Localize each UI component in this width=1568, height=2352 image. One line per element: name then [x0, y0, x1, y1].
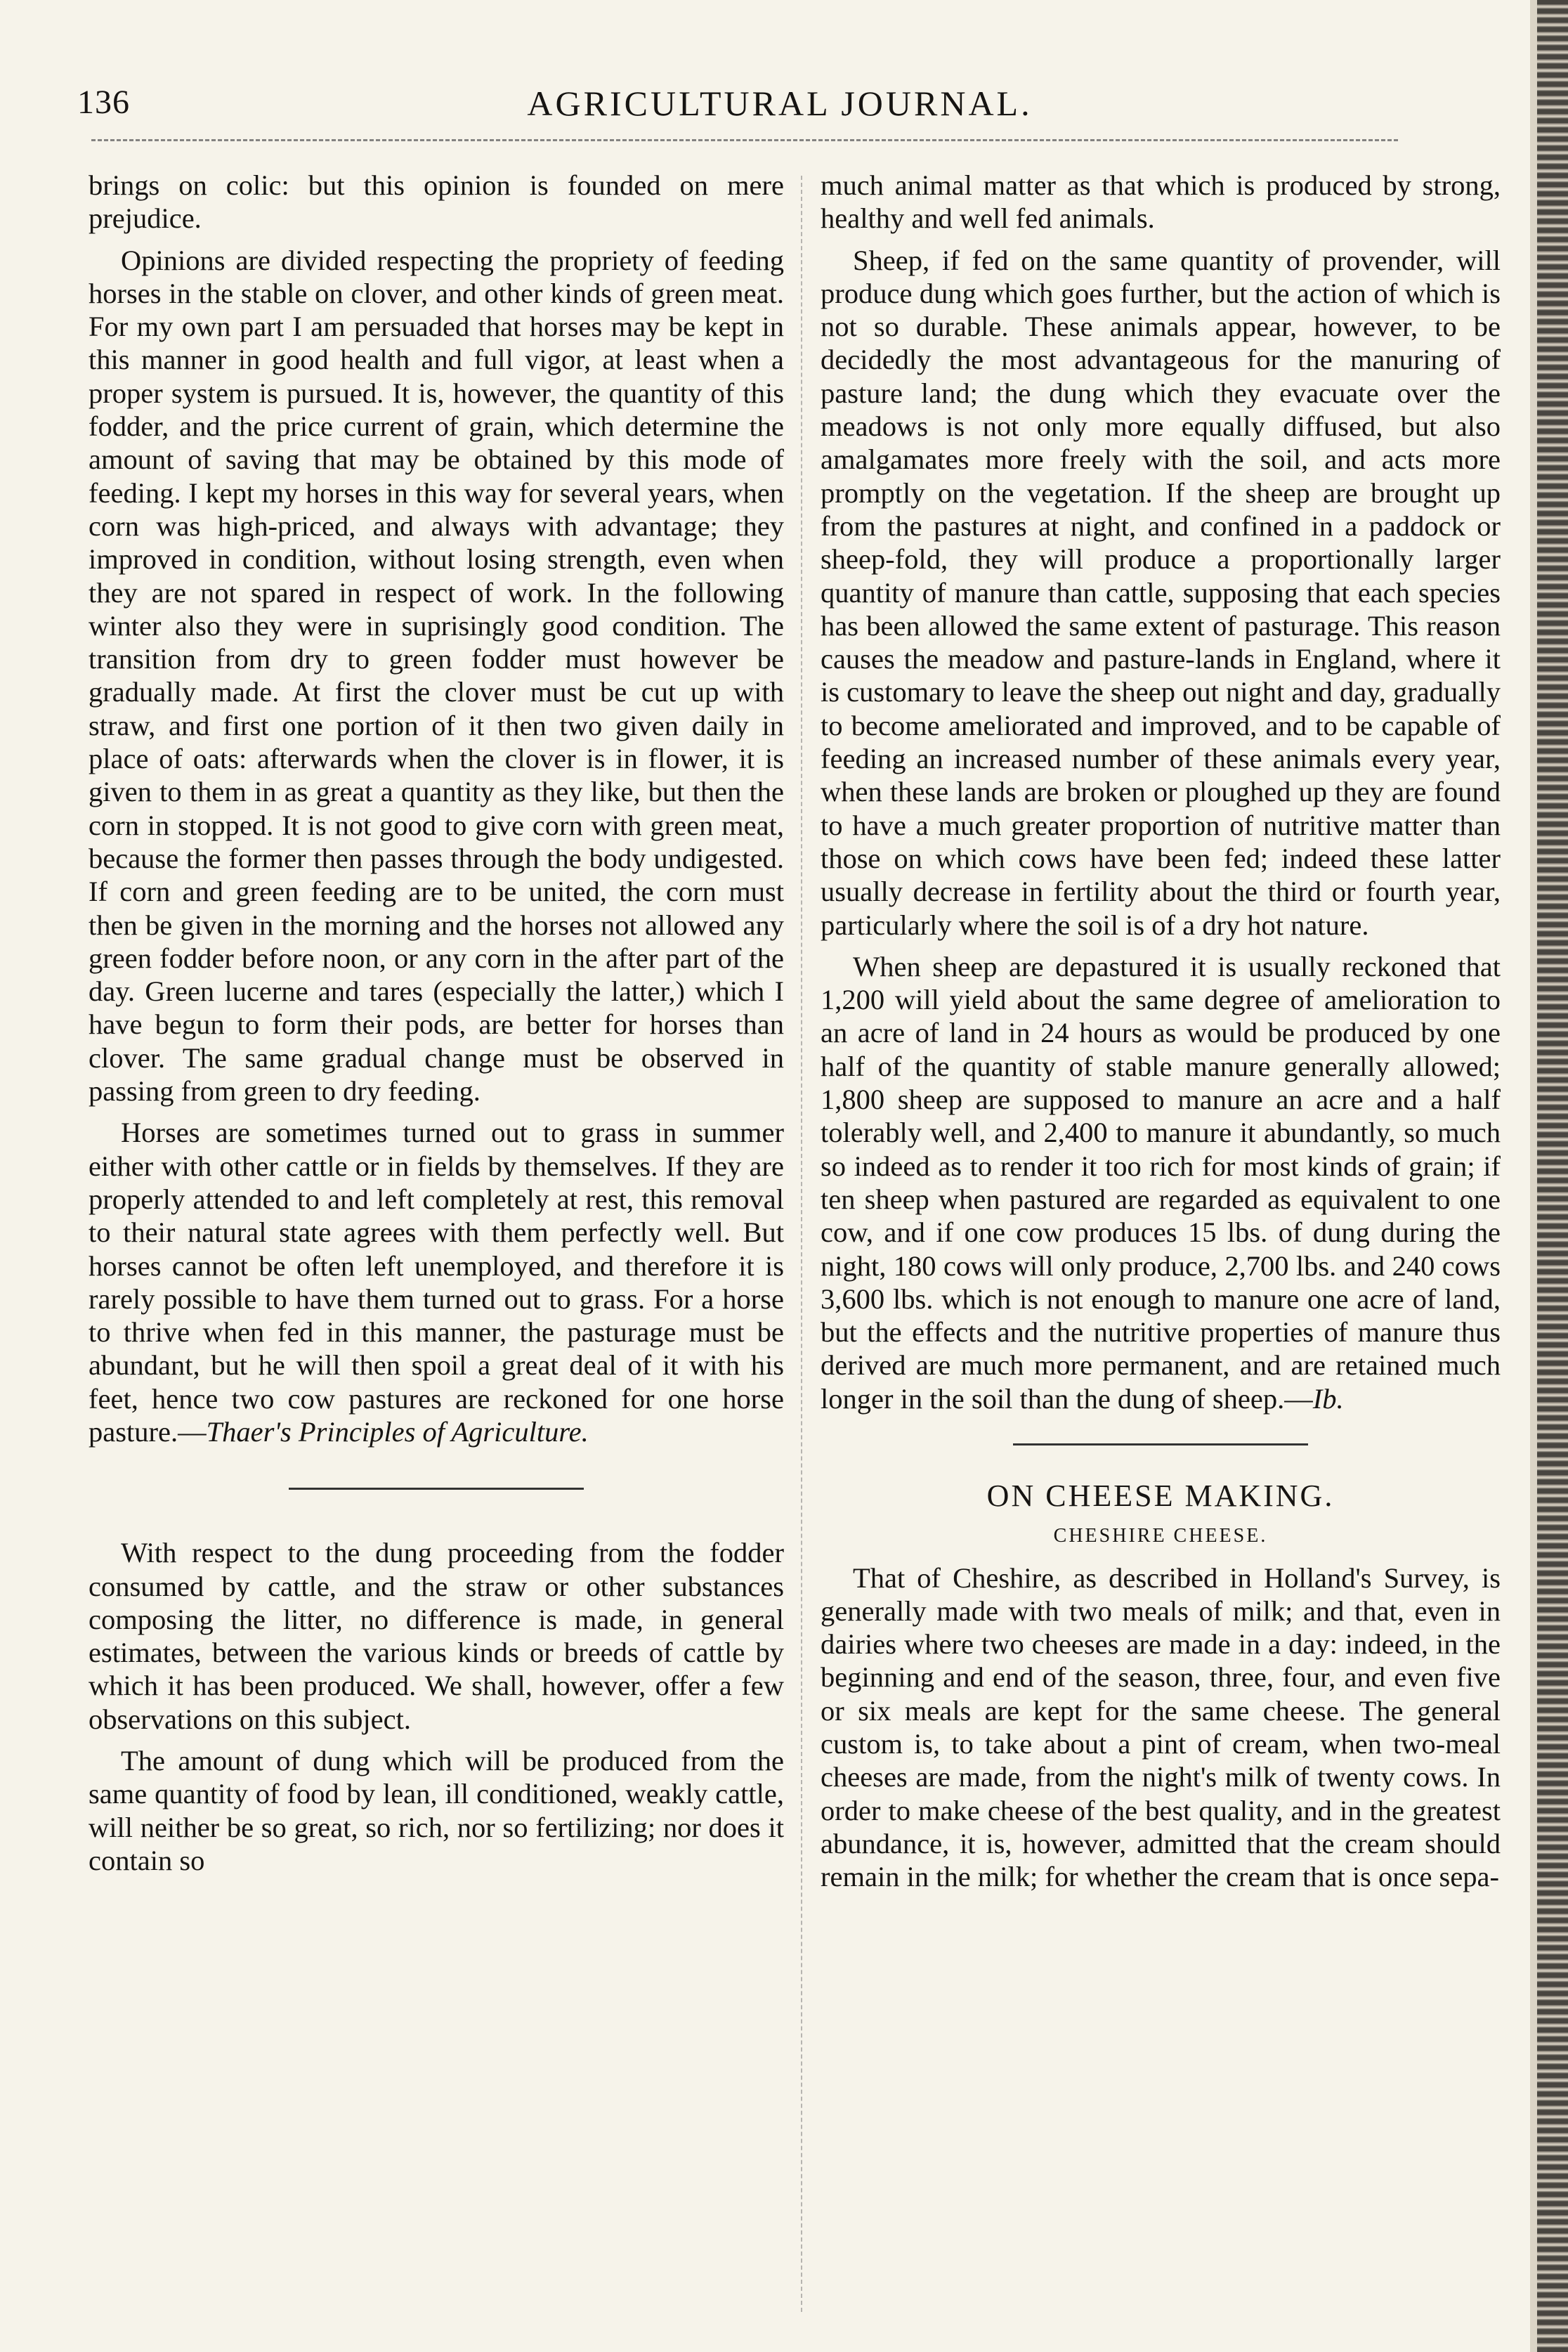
paragraph: With respect to the dung proceeding from the fodder consumed by cattle, and the straw or other substances composing the litter, no difference is made, in general estimates, between the various kinds or breeds of cattle by which it has been produced. We shall, however, offer a few observations on this subject.: [89, 1537, 784, 1735]
running-head: AGRICULTURAL JOURNAL.: [527, 84, 1033, 123]
paragraph: [821, 950, 1501, 1415]
right-column: [821, 169, 1501, 1902]
citation: Ib.: [1312, 1382, 1344, 1415]
paragraph: The amount of dung which will be produced from the same quantity of food by lean, ill conditioned, weakly cattle, will neither be so great, so rich, nor so fertilizing; nor does it contain so: [89, 1745, 784, 1876]
paragraph: Sheep, if fed on the same quantity of provender, will produce dung which goes further, but the action of which is not so durable. These animals appear, however, to be decidedly the most advantageous for the manuring of pasture land; the dung which they evacuate over the meadows is not only more equally diffused, but also amalgamates more freely with the soil, and acts more promptly on the vegetation. If the sheep are brought up from the pastures at night, and confined in a paddock or sheep-fold, they will produce a proportionally larger quantity of manure than cattle, supposing that each species has been allowed the same extent of pasturage. This reason causes the meadow and pasture-lands in England, where it is customary to leave the sheep out night and day, gradually to become ameliorated and improved, and to be capable of feeding an increased number of these animals every year, when these lands are broken or ploughed up they are found to have a much greater proportion of nutritive matter than those on which cows have been fed; indeed these latter usually decrease in fertility about the third or fourth year, particularly where the soil is of a dry hot nature.: [821, 244, 1501, 941]
header-rule: [91, 139, 1398, 141]
paragraph: [89, 1116, 784, 1448]
section-title: ON CHEESE MAKING.: [986, 1478, 1335, 1513]
paragraph-text: Horses are sometimes turned out to grass in summer either with other cattle or in fields by themselves. If they are properly attended to and left completely at rest, this removal to their natural state agrees with them perfectly well. But horses cannot be often left unemployed, and therefore it is rarely possible to have them turned out to grass. For a horse to thrive when fed in this manner, the pasturage must be abundant, but he will then spoil a great deal of it with his feet, hence two cow pastures are reckoned for one horse pasture.—: [89, 1117, 784, 1448]
section-separator: [1013, 1443, 1308, 1445]
binding-shadow: [1530, 0, 1537, 2352]
section-subtitle: CHESHIRE CHEESE.: [1053, 1525, 1268, 1547]
paragraph: brings on colic: but this opinion is founded on mere prejudice.: [89, 169, 784, 235]
paragraph: much animal matter as that which is produced by strong, healthy and well fed animals.: [821, 169, 1501, 235]
paragraph-text: When sheep are depastured it is usually reckoned that 1,200 will yield about the same degree of amelioration to an acre of land in 24 hours as would be produced by one half of the quantity of stable manure generally allowed; 1,800 sheep are supposed to manure an acre and a half tolerably well, and 2,400 to manure it abundantly, so much so indeed as to render it too rich for most kinds of grain; if ten sheep when pastured are regarded as equivalent to one cow, and if one cow produces 15 lbs. of dung during the night, 180 cows will only produce, 2,700 lbs. and 240 cows 3,600 lbs. which is not enough to manure one acre of land, but the effects and the nutritive properties of manure thus derived are much more permanent, and are retained much longer in the soil than the dung of sheep.—: [821, 950, 1501, 1415]
page-number: 136: [77, 84, 130, 121]
paragraph: Opinions are divided respecting the propriety of feeding horses in the stable on clover, and other kinds of green meat. For my own part I am persuaded that horses may be kept in this manner in good health and full vigor, at least when a proper system is pursued. It is, however, the quantity of this fodder, and the price current of grain, which determine the amount of saving that may be obtained by this mode of feeding. I kept my horses in this way for several years, when corn was high-priced, and always with advantage; they improved in condition, without losing strength, even when they are not spared in respect of work. In the following winter also they were in suprisingly good condition. The transition from dry to green fodder must however be gradually made. At first the clover must be cut up with straw, and first one portion of it then two given daily in place of oats: afterwards when the clover is in flower, it is given to them in as great a quantity as they like, but then the corn in stopped. It is not good to give corn with green meat, because the former then passes through the body undigested. If corn and green feeding are to be united, the corn must then be given in the morning and the horses not allowed any green fodder before noon, or any corn in the after part of the day. Green lucerne and tares (especially the latter,) which I have begun to form their pods, are better for horses than clover. The same gradual change must be observed in passing from green to dry feeding.: [89, 244, 784, 1107]
page-edge: [1537, 0, 1568, 2352]
paragraph: That of Cheshire, as described in Holland's Survey, is generally made with two meals of milk; and that, even in dairies where two cheeses are made in a day: indeed, in the beginning and end of the season, three, four, and even five or six meals are kept for the same cheese. The general custom is, to take about a pint of cream, when two-meal cheeses are made, from the night's milk of twenty cows. In order to make cheese of the best quality, and in the greatest abundance, it is, however, admitted that the cream should remain in the milk; for whether the cream that is once sepa-: [821, 1561, 1501, 1893]
column-divider: [801, 176, 802, 2312]
page-header: [77, 83, 1482, 139]
section-separator: [289, 1488, 584, 1490]
citation: Thaer's Principles of Agriculture.: [206, 1415, 589, 1448]
left-column: [89, 169, 784, 1885]
